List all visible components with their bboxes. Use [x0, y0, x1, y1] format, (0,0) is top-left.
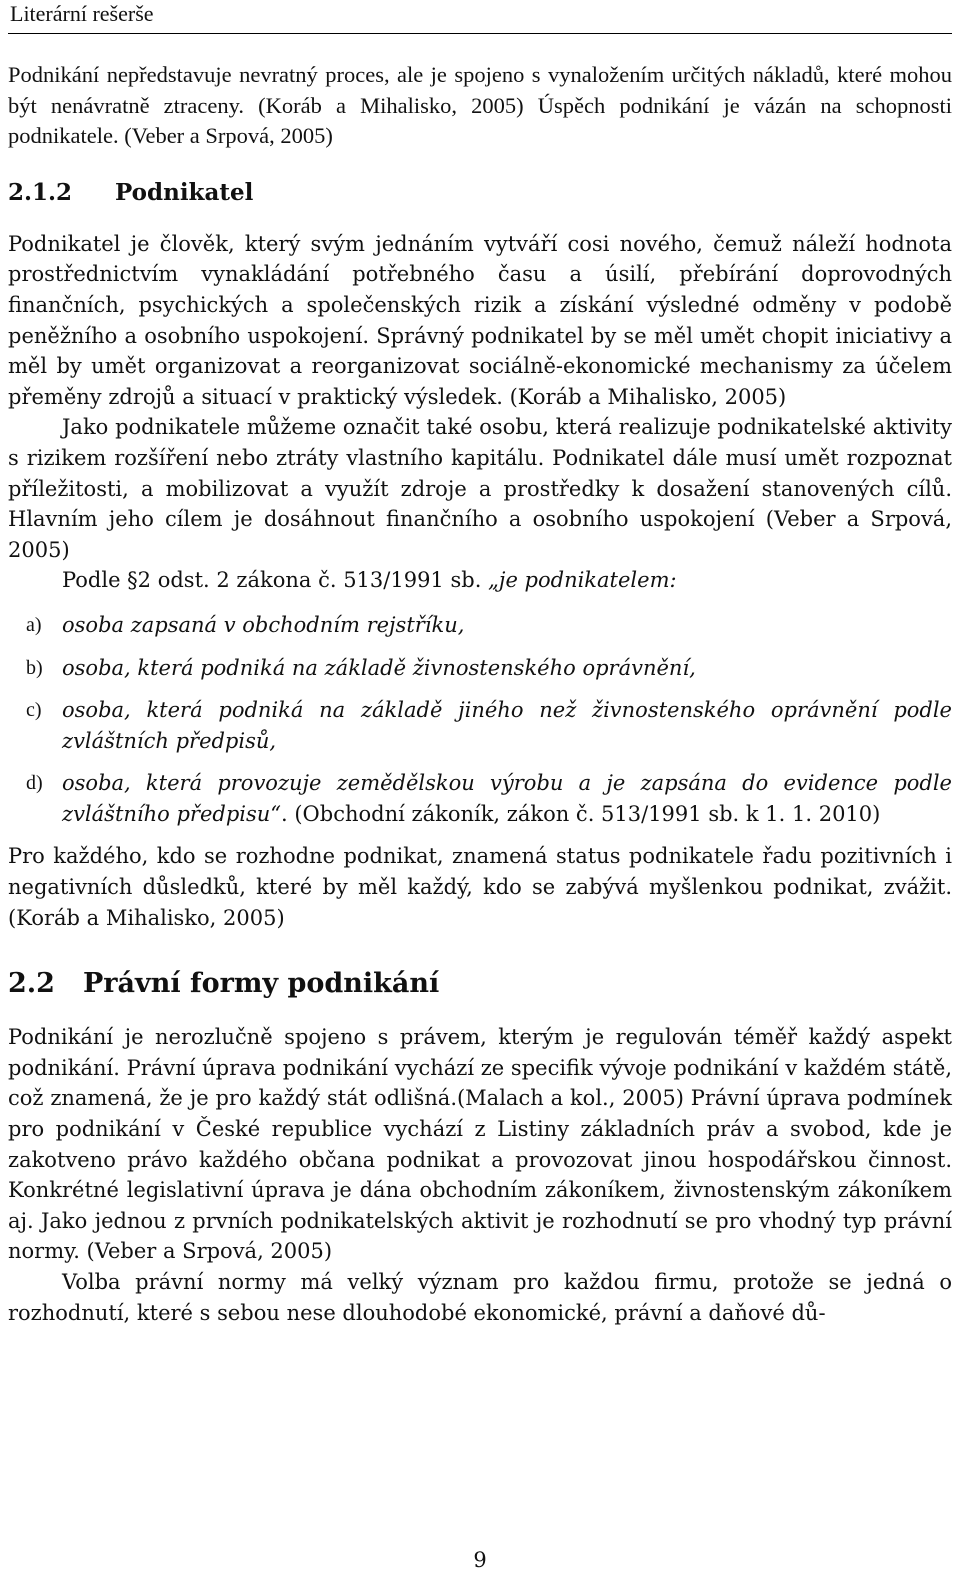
paragraph-law-reference [8, 565, 952, 596]
list-item-text: osoba zapsaná v obchodním rejstříku, [62, 612, 465, 637]
page-body [8, 60, 952, 1328]
section-title: Podnikatel [115, 178, 254, 206]
list-marker: c) [26, 699, 42, 722]
section-heading-podnikatel [8, 178, 952, 208]
list-item [8, 768, 952, 829]
paragraph-legal-form-choice: Volba právní normy má velký význam pro každou firmu, protože se jedná o rozhodnutí, které s sebou nese dlouhodobé ekonomické, právní a daňové dů- [8, 1270, 952, 1325]
list-item [8, 695, 952, 756]
law-quote-intro: „je podnikatelem: [488, 568, 677, 593]
paragraph-status-consequences: Pro každého, kdo se rozhodne podnikat, znamená status podnikatele řadu pozitivních i negativních důsledků, které by měl každý, kdo se zabývá myšlenkou podnikat, zvážit. (Koráb a Mihalisko, 2005) [8, 844, 952, 930]
section-title: Právní formy podnikání [83, 968, 440, 1000]
list-marker: a) [26, 613, 42, 636]
paragraph-definition: Podnikatel je člověk, který svým jednáním vytváří cosi nového, čemuž náleží hodnota prostřednictvím vynakládání potřebného času a úsilí, přebírání doprovodných finančních, psychických a společenských rizik a získání výsledné odměny v podobě peněžního a osobního uspokojení. Správný podnikatel by se měl umět chopit iniciativy a měl by umět organizovat a reorganizovat sociálně-ekonomické mechanismy za účelem přeměny zdrojů a situací v praktický výsledek. (Koráb a Mihalisko, 2005) [8, 231, 952, 409]
list-item [8, 653, 952, 684]
list-item-text: osoba, která podniká na základě živnostenského oprávnění, [62, 655, 696, 680]
header-title: Literární rešerše [10, 1, 154, 26]
paragraph-legal-regulation: Podnikání je nerozlučně spojeno s právem, kterým je regulován téměř každý aspekt podnikání. Právní úprava podnikání vychází ze specifik vývoje podnikání v každém státě, což znamená, že je pro každý stát odlišná.(Malach a kol., 2005) Právní úprava podmínek pro podnikání v České republice vychází z Listiny základních práv a svobod, kde je zakotveno právo každého občana podnikat a provozovat jinou hospodářskou činnost. Konkrétné legislativní úprava je dána obchodním zákoníkem, živnostenským zákoníkem aj. Jako jednou z prvních podnikatelských aktivit je rozhodnutí se pro vhodný typ právní normy. (Veber a Srpová, 2005) [8, 1025, 952, 1264]
page-number: 9 [473, 1548, 487, 1572]
section-heading-pravni-formy [8, 967, 952, 1001]
law-reference-text: Podle §2 odst. 2 zákona č. 513/1991 sb. [62, 568, 489, 593]
section-number: 2.1.2 [8, 178, 73, 206]
list-item-text: osoba, která podniká na základě jiného než živnostenského oprávnění podle zvláštních předpisů, [62, 698, 952, 753]
list-item-citation: . (Obchodní zákoník, zákon č. 513/1991 sb. k 1. 1. 2010) [281, 801, 881, 826]
intro-paragraph: Podnikání nepředstavuje nevratný proces, ale je spojeno s vynaložením určitých nákladů, které mohou být nenávratně ztraceny. (Koráb a Mihalisko, 2005) Úspěch podnikání je vázán na schopnosti podnikatele. (Veber a Srpová, 2005) [8, 62, 952, 149]
law-definition-list [8, 610, 952, 830]
section-number: 2.2 [8, 968, 55, 1000]
list-item-text: osoba, která provozuje zemědělskou výrobu a je zapsána do evidence podle zvláštního předpisu“ [62, 771, 952, 826]
list-item [8, 610, 952, 641]
running-header [8, 0, 952, 34]
list-marker: b) [26, 656, 43, 679]
paragraph-entrepreneur-goals: Jako podnikatele můžeme označit také osobu, která realizuje podnikatelské aktivity s rizikem rozšíření nebo ztráty vlastního kapitálu. Podnikatel dále musí umět rozpoznat příležitosti, a mobilizovat a využít zdroje a prostředky k dosažení stanovených cílů. Hlavním jeho cílem je dosáhnout finančního a osobního uspokojení (Veber a Srpová, 2005) [8, 415, 952, 562]
list-marker: d) [26, 772, 43, 795]
